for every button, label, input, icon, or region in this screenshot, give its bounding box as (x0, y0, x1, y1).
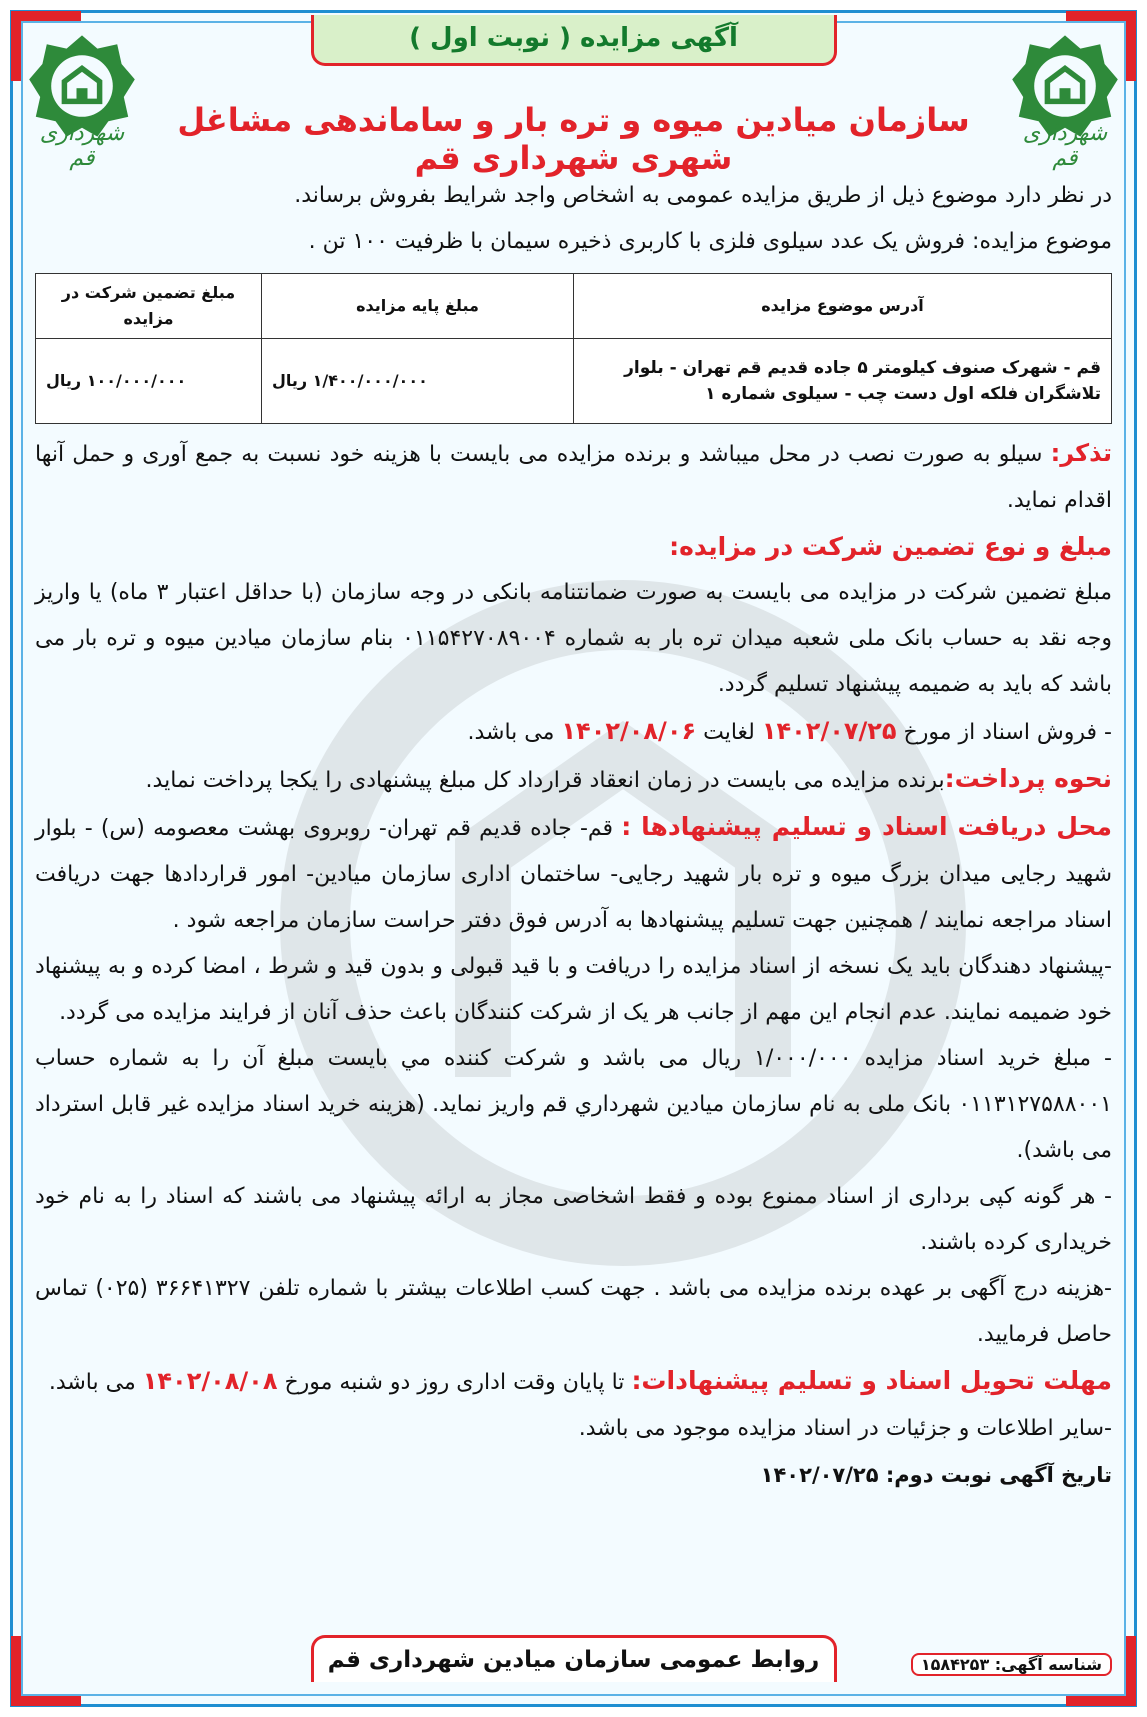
condition-item: - مبلغ خرید اسناد مزایده ۱/۰۰۰/۰۰۰ ریال می باشد و شرکت کننده مي بایست مبلغ آن را به شماره حساب ۰۱۱۳۱۲۷۵۸۸۰۰۱ بانک ملی به نام سازمان میادین شهرداري قم واریز نماید. (هزینه خرید اسناد مزایده غیر قابل استرداد می باشد). (35, 1046, 1112, 1163)
notice-label: تذکر: (1050, 439, 1112, 467)
deadline-paragraph (35, 1358, 1112, 1406)
payment-label: نحوه پرداخت: (944, 764, 1112, 793)
column-header-address: آدرس موضوع مزایده (574, 274, 1112, 339)
municipality-logo (1010, 31, 1120, 171)
location-paragraph (35, 804, 1112, 944)
guarantee-cell: ۱۰۰/۰۰۰/۰۰۰ ریال (36, 339, 262, 424)
deadline-text: تا پایان وقت اداری روز دو شنبه مورخ (277, 1370, 632, 1395)
address-cell: قم - شهرک صنوف کیلومتر ۵ جاده قدیم قم تهران - بلوار تلاشگران فلکه اول دست چب - سیلوی شماره ۱ (574, 339, 1112, 424)
other-info-line: -سایر اطلاعات و جزئیات در اسناد مزایده موجود می باشد. (578, 1416, 1112, 1441)
guarantee-heading: مبلغ و نوع تضمین شرکت در مزایده: (669, 532, 1112, 561)
condition-item: - هر گونه کپی برداری از اسناد ممنوع بوده و فقط اشخاصی مجاز به ارائه پیشنهاد می باشند که اسناد را به نام خود خریداری کرده باشند. (35, 1184, 1112, 1255)
intro-line: در نظر دارد موضوع ذیل از طریق مزایده عمومی به اشخاص واجد شرایط بفروش برساند. (294, 183, 1112, 208)
ad-page (10, 10, 1137, 1707)
subject-line: موضوع مزایده: فروش یک عدد سیلوی فلزی با کاربری ذخیره سیمان با ظرفیت ۱۰۰ تن . (308, 229, 1112, 254)
sale-prefix: - فروش اسناد از مورخ (896, 720, 1112, 745)
column-header-guarantee: مبلغ تضمین شرکت در مزایده (36, 274, 262, 339)
deadline-date: ۱۴۰۲/۰۸/۰۸ (142, 1367, 278, 1395)
location-label: محل دریافت اسناد و تسلیم پیشنهادها : (621, 812, 1113, 841)
deadline-suffix: می باشد. (48, 1370, 143, 1395)
sale-suffix: می باشد. (467, 720, 562, 745)
payment-text: برنده مزایده می بایست در زمان انعقاد قرارداد کل مبلغ پیشنهادی را یکجا پرداخت نماید. (145, 768, 945, 793)
guarantee-text: مبلغ تضمین شرکت در مزایده می بایست به صورت ضمانتنامه بانکی در وجه سازمان (با حداقل اعتبار ۳ ماه) یا واریز وجه نقد به حساب بانک ملی شعبه میدان تره بار به شماره ۰۱۱۵۴۲۷۰۸۹۰۰۴ بنام سازمان میادین میوه و تره بار می باشد که باید به ضمیمه پیشنهاد تسلیم گردد. (35, 580, 1112, 697)
condition-item: -هزینه درج آگهی بر عهده برنده مزایده می باشد . جهت کسب اطلاعات بیشتر با شماره تلفن ۳۶۶۴۱۳۲۷ (۰۲۵) تماس حاصل فرمایید. (35, 1276, 1112, 1347)
column-header-base-price: مبلغ پایه مزایده (261, 274, 573, 339)
auction-table (35, 273, 1112, 424)
condition-item: -پیشنهاد دهندگان باید یک نسخه از اسناد مزایده را دریافت و با قید قبولی و بدون قید و شرط ، امضا کرده و به پیشنهاد خود ضمیمه نمایند. عدم انجام این مهم از جانب هر یک از شرکت کنندگان باعث حذف آنان از فرایند مزایده می گردد. (35, 954, 1112, 1025)
deadline-label: مهلت تحویل اسناد و تسلیم پیشنهادات: (631, 1366, 1112, 1395)
logo-lettering: شهرداری قم (39, 121, 125, 171)
notice-text: سیلو به صورت نصب در محل میباشد و برنده مزایده می بایست با هزینه خود نسبت به جمع آوری و حمل آنها اقدام نماید. (35, 442, 1112, 513)
sale-mid: لغایت (696, 720, 762, 745)
municipality-logo (27, 31, 137, 171)
location-text: قم- جاده قدیم قم تهران- روبروی بهشت معصومه (س) - بلوار شهید رجایی میدان بزرگ میوه و تره بار شهید رجایی- ساختمان اداری سازمان میادین- امور قراردادها جهت دریافت اسناد مراجعه نمایند / همچنین جهت تسلیم پیشنهادها به آدرس فوق دفتر حراست سازمان مراجعه شود . (35, 816, 1112, 933)
notice-paragraph (35, 430, 1112, 524)
table-header-row (36, 274, 1112, 339)
logo-lettering: شهرداری قم (1022, 121, 1108, 171)
second-ad-date: تاریخ آگهی نوبت دوم: ۱۴۰۲/۰۷/۲۵ (760, 1463, 1112, 1487)
document-sale-dates (35, 708, 1112, 756)
footer (35, 1638, 1112, 1682)
sale-to-date: ۱۴۰۲/۰۸/۰۶ (561, 717, 697, 745)
ad-id-badge: شناسه آگهی: ۱۵۸۴۲۵۳ (911, 1653, 1112, 1676)
payment-paragraph (35, 756, 1112, 804)
organization-title: سازمان میادین میوه و تره بار و ساماندهی مشاغل شهری شهرداری قم (177, 101, 970, 177)
ad-body (35, 173, 1112, 1498)
public-relations-label: روابط عمومی سازمان میادین شهرداری قم (311, 1635, 837, 1682)
sale-from-date: ۱۴۰۲/۰۷/۲۵ (761, 717, 897, 745)
table-row (36, 339, 1112, 424)
base-price-cell: ۱/۴۰۰/۰۰۰/۰۰۰ ریال (261, 339, 573, 424)
ad-round-label: آگهی مزایده ( نوبت اول ) (311, 15, 837, 66)
